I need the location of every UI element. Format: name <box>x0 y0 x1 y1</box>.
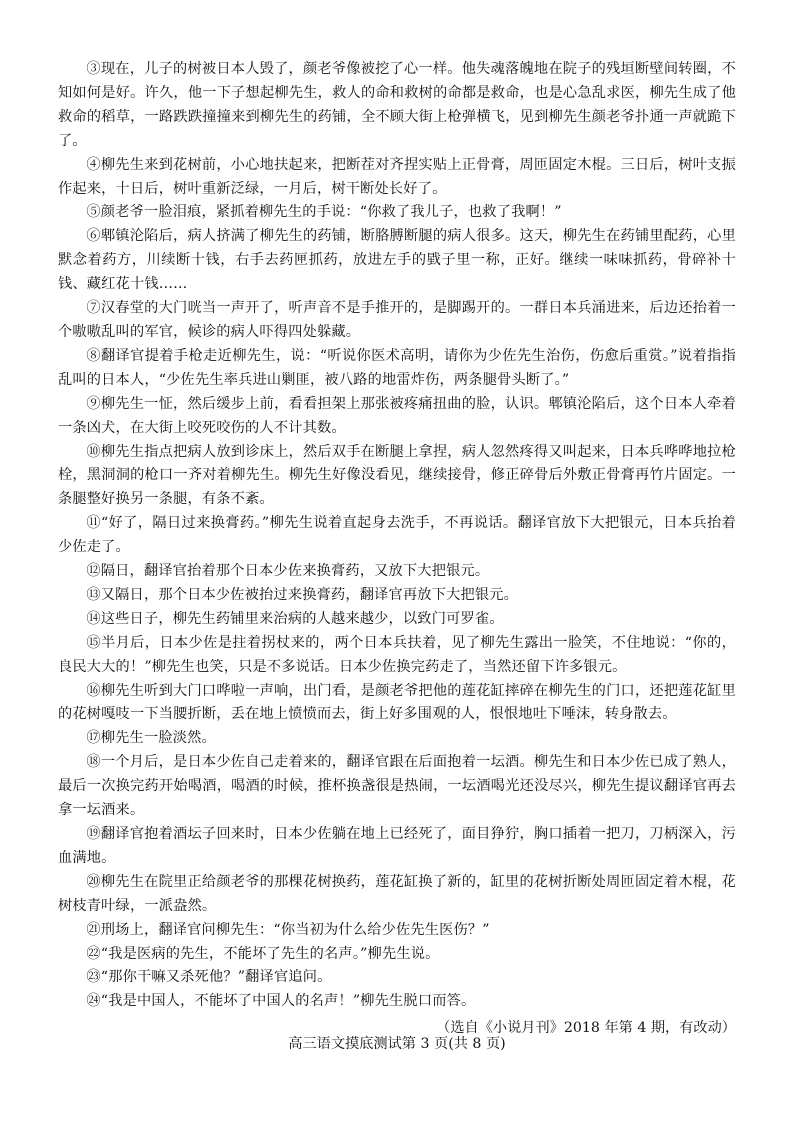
paragraph-5: ⑤颜老爷一脸泪痕，紧抓着柳先生的手说：“你救了我儿子，也救了我啊！” <box>86 204 562 221</box>
paragraph-24: ㉔“我是中国人，不能坏了中国人的名声！”柳先生脱口而答。 <box>86 993 476 1010</box>
paragraph-6: ⑥郫镇沦陷后，病人挤满了柳先生的药铺，断胳膊断腿的病人很多。这天，柳先生在药铺里配药，心里默念着药方，川续断十钱，右手去药匣抓药，放进左手的戥子里一称，正好。继续一味味抓药，骨碎补十钱、藏红花十钱…… <box>58 228 736 293</box>
paragraph-19: ⑲翻译官抱着酒坛子回来时，日本少佐躺在地上已经死了，面目狰狞，胸口插着一把刀，刀柄深入，污血满地。 <box>58 826 736 866</box>
paragraph-4: ④柳先生来到花树前，小心地扶起来，把断茬对齐捏实贴上正骨膏，周匝固定木棍。三日后，树叶支振作起来，十日后，树叶重新泛绿，一月后，树干断处长好了。 <box>58 156 736 197</box>
paragraph-18: ⑱一个月后，是日本少佐自己走着来的，翻译官跟在后面抱着一坛酒。柳先生和日本少佐已成了熟人，最后一次换完药开始喝酒，喝酒的时候，推杯换盏很是热闹，一坛酒喝光还没尽兴，柳先生提议翻译官再去拿一坛酒来。 <box>58 754 736 819</box>
paragraph-22: ㉒“我是医病的先生，不能坏了先生的名声。”柳先生说。 <box>86 945 440 962</box>
paragraph-23: ㉓“那你干嘛又杀死他？”翻译官追问。 <box>86 969 332 986</box>
page-footer: 高三语文摸底测试第 3 页(共 8 页) <box>288 1036 506 1052</box>
paragraph-17: ⑰柳先生一脸淡然。 <box>86 730 216 747</box>
paragraph-3: ③现在，儿子的树被日本人毁了，颜老爷像被挖了心一样。他失魂落魄地在院子的残垣断壁间转圈，不知如何是好。许久，他一下子想起柳先生，救人的命和救树的命都是救命，也是心急乱求医，柳先生成了他救命的稻草，一路跌跌撞撞来到柳先生的药铺，全不顾大街上枪弹横飞，见到柳先生颜老爷扑通一声就跪下了。 <box>58 61 736 149</box>
paragraph-13: ⑬又隔日，那个日本少佐被抬过来换膏药，翻译官再放下大把银元。 <box>86 586 519 603</box>
source-citation: （选自《小说月刊》2018 年第 4 期，有改动） <box>436 1020 736 1037</box>
article-body <box>58 58 736 1014</box>
paragraph-11: ⑪“好了，隔日过来换膏药。”柳先生说着直起身去洗手，不再说话。翻译官放下大把银元，日本兵抬着少佐走了。 <box>58 515 736 556</box>
paragraph-15: ⑮半月后，日本少佐是拄着拐杖来的，两个日本兵扶着，见了柳先生露出一脸笑，不住地说：“你的，良民大大的！”柳先生也笑，只是不多说话。日本少佐换完药走了，当然还留下许多银元。 <box>58 634 736 675</box>
paragraph-16: ⑯柳先生听到大门口哗啦一声响，出门看，是颜老爷把他的莲花缸摔碎在柳先生的门口，还把莲花缸里的花树嘎吱一下当腰折断，丢在地上愤愤而去，街上好多围观的人，恨恨地吐下唾沫，转身散去。 <box>58 682 736 723</box>
paragraph-7: ⑦汉春堂的大门咣当一声开了，听声音不是手推开的，是脚踢开的。一群日本兵涌进来，后边还抬着一个嗷嗷乱叫的军官，候诊的病人吓得四处躲藏。 <box>58 300 736 340</box>
paragraph-14: ⑭这些日子，柳先生药铺里来治病的人越来越少，以致门可罗雀。 <box>86 610 504 627</box>
paragraph-8: ⑧翻译官提着手枪走近柳先生，说：“听说你医术高明，请你为少佐先生治伤，伤愈后重赏。”说着指指乱叫的日本人，“少佐先生率兵进山剿匪，被八路的地雷炸伤，两条腿骨头断了。” <box>58 347 736 388</box>
paragraph-10: ⑩柳先生指点把病人放到诊床上，然后双手在断腿上拿捏，病人忽然疼得又叫起来，日本兵哗哗地拉枪栓，黑洞洞的枪口一齐对着柳先生。柳先生好像没看见，继续接骨，修正碎骨后外敷正骨膏再竹片固定。一条腿整好换另一条腿，有条不紊。 <box>58 443 736 508</box>
paragraph-20: ⑳柳先生在院里正给颜老爷的那棵花树换药，莲花缸换了新的，缸里的花树折断处周匝固定着木棍，花树枝青叶绿，一派盎然。 <box>58 873 736 914</box>
paragraph-9: ⑨柳先生一怔，然后缓步上前，看看担架上那张被疼痛扭曲的脸，认识。郫镇沦陷后，这个日本人牵着一条凶犬，在大街上咬死咬伤的人不计其数。 <box>58 395 736 436</box>
paragraph-12: ⑫隔日，翻译官抬着那个日本少佐来换膏药，又放下大把银元。 <box>86 563 490 580</box>
paragraph-21: ㉑刑场上，翻译官问柳先生：“你当初为什么给少佐先生医伤？” <box>86 921 490 938</box>
